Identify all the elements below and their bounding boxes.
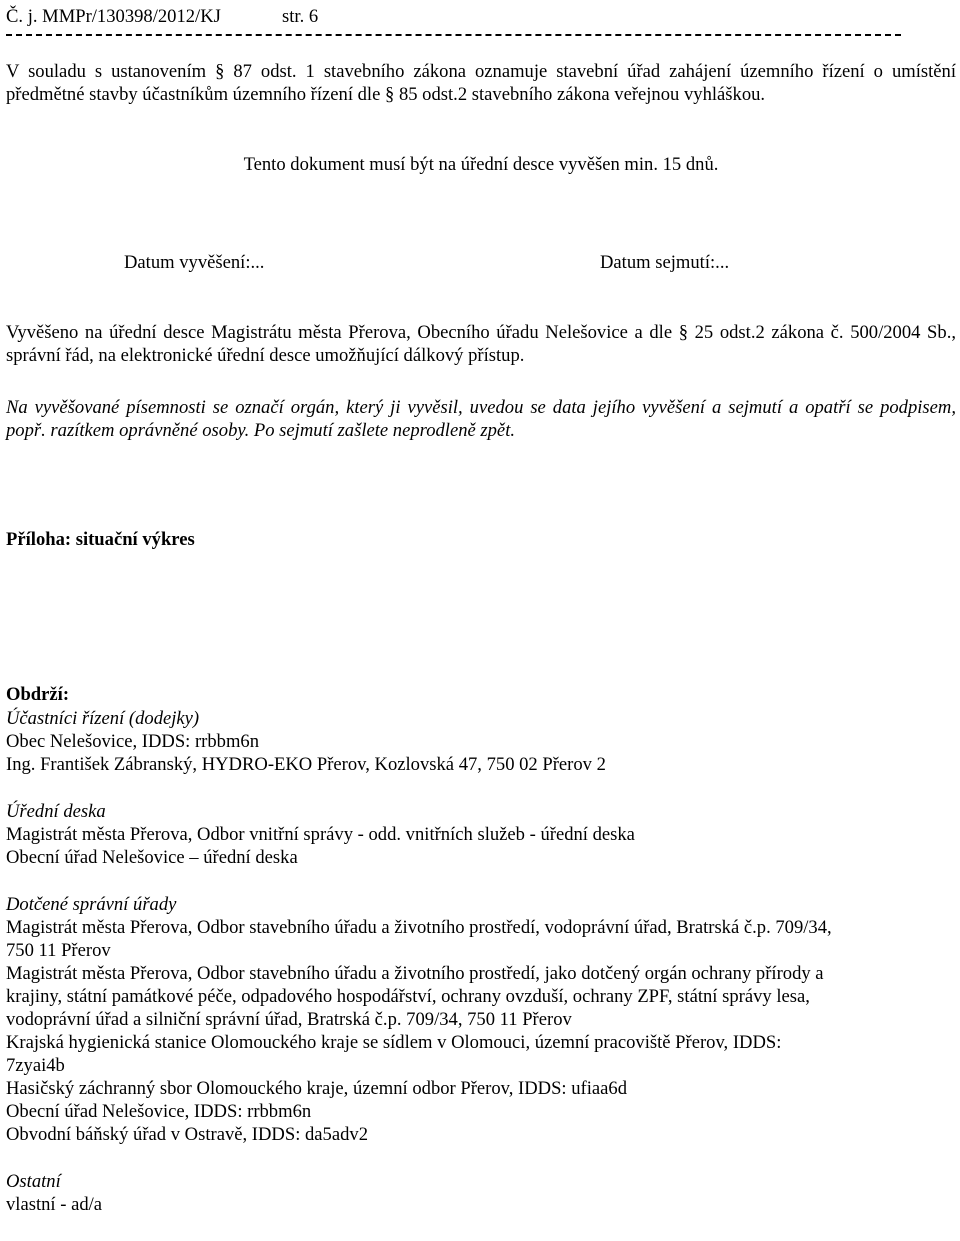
recipients-heading: Obdrží:	[6, 684, 70, 705]
recipient-line: 7zyai4b	[6, 1055, 65, 1076]
posting-duration-notice: Tento dokument musí být na úřední desce vyvěšen min. 15 dnů.	[243, 154, 719, 175]
recipient-line: Krajská hygienická stanice Olomouckého kraje se sídlem v Olomouci, územní pracoviště Přerov, IDDS:	[6, 1032, 782, 1053]
recipient-line: Obvodní báňský úřad v Ostravě, IDDS: da5adv2	[6, 1124, 368, 1145]
intro-paragraph: V souladu s ustanovením § 87 odst. 1 stavebního zákona oznamuje stavební úřad zahájení územního řízení o umístění předmětné stavby účastníkům územního řízení dle § 85 odst.2 stavebního zákona veřejnou vyhláškou.	[6, 61, 956, 105]
recipient-line: 750 11 Přerov	[6, 940, 111, 961]
recipient-line: vodoprávní úřad a silniční správní úřad, Bratrská č.p. 709/34, 750 11 Přerov	[6, 1009, 572, 1030]
recipient-group-authorities	[6, 893, 956, 1146]
group-title: Ostatní	[6, 1171, 61, 1192]
recipient-line: Obecní úřad Nelešovice, IDDS: rrbbm6n	[6, 1101, 312, 1122]
attachment-label: Příloha: situační výkres	[6, 529, 195, 550]
recipient-line: Obecní úřad Nelešovice – úřední deska	[6, 847, 298, 868]
recipient-group-participants	[6, 707, 956, 776]
recipient-line: Magistrát města Přerova, Odbor stavebního úřadu a životního prostředí, jako dotčený orgán ochrany přírody a	[6, 963, 824, 984]
recipients-list	[6, 707, 956, 1216]
group-title: Úřední deska	[6, 801, 106, 822]
page-header	[6, 6, 319, 28]
recipient-line: Obec Nelešovice, IDDS: rrbbm6n	[6, 731, 260, 752]
date-posted-label: Datum vyvěšení:...	[124, 252, 265, 273]
page-number: str. 6	[282, 6, 319, 27]
dates-row	[6, 251, 956, 274]
date-removed-label: Datum sejmutí:...	[600, 252, 730, 273]
recipient-line: Magistrát města Přerova, Odbor vnitřní správy - odd. vnitřních služeb - úřední deska	[6, 824, 635, 845]
group-title: Účastníci řízení (dodejky)	[6, 708, 200, 729]
reference-number: Č. j. MMPr/130398/2012/KJ	[6, 6, 221, 27]
recipient-line: vlastní - ad/a	[6, 1194, 103, 1215]
recipient-line: Magistrát města Přerova, Odbor stavebního úřadu a životního prostředí, vodoprávní úřad, Bratrská č.p. 709/34,	[6, 917, 832, 938]
recipient-line: krajiny, státní památkové péče, odpadového hospodářství, ochrany ovzduší, ochrany ZPF, státní správy lesa,	[6, 986, 810, 1007]
dashed-separator	[6, 34, 901, 36]
recipient-group-notice-board	[6, 800, 956, 869]
instructions-paragraph: Na vyvěšované písemnosti se označí orgán, který ji vyvěsil, uvedou se data jejího vyvěšení a sejmutí a opatří se podpisem, popř. razítkem oprávněné osoby. Po sejmutí zašlete neprodleně zpět.	[6, 397, 956, 441]
recipient-group-other	[6, 1170, 956, 1216]
recipient-line: Hasičský záchranný sbor Olomouckého kraje, územní odbor Přerov, IDDS: ufiaa6d	[6, 1078, 627, 1099]
group-title: Dotčené správní úřady	[6, 894, 177, 915]
recipient-line: Ing. František Zábranský, HYDRO-EKO Přerov, Kozlovská 47, 750 02 Přerov 2	[6, 754, 606, 775]
posted-on-paragraph: Vyvěšeno na úřední desce Magistrátu města Přerova, Obecního úřadu Nelešovice a dle § 25 odst.2 zákona č. 500/2004 Sb., správní řád, na elektronické úřední desce umožňující dálkový přístup.	[6, 322, 956, 366]
